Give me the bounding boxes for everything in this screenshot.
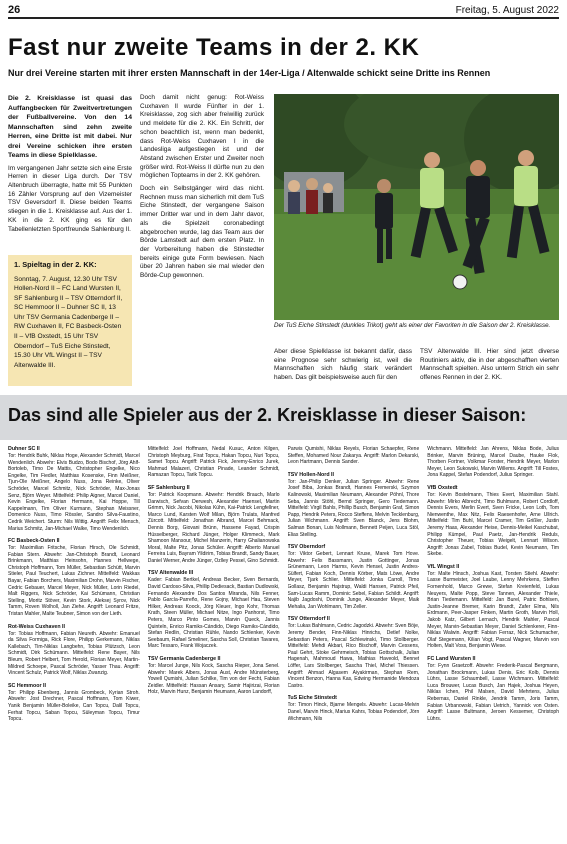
- roster-column-3: [288, 446, 420, 838]
- team-block: [427, 446, 559, 479]
- team-roster: Tor: Timon Hinck, Bjarne Mengels. Abwehr: Lucas-Melvin Danel, Marvin Hinck, Marius Kahrs, Tobias Podendorf, Jörn Wichmann, Nils: [287, 702, 420, 722]
- team-roster: Mittelfeld: Joel Hoffmann, Nedal Kusuc, Anton Kilgen, Christoph Meyburg, Firat Topcu, Hakan Topcu, Nuri Topcu, Samet Topcu. Angriff: Patrick Fick, Jeremy-Enrico Jurek, Mahmud Malazeri, Christian Pinade, Leander Schmidt, Ramazan Topcu, Tarik Topcu.: [147, 446, 280, 479]
- team-roster: Tor: Patrick Koopmann. Abwehr: Hendrik Brauch, Marlo Darwisch, Sefvan Derwesh, Alexander Haensel, Martin Grimm, Nick Jacobi, Nikolas Kühn, Kai-Patrick Lengfellner, Marco Lund, Karsten Wolf Milan, Björn Trulats, Manfred Zürcott. Mittelfeld: Jonathan Albrand, Marcel Behmack, Dennis Borg, Giovani Brünn, Hassene Fayad, Crispin Hüsselberger, Richard Jünger, Holger Klimmeck, Mark Shamoon Mansour, Michel Manzerin, Harry Ghalianowska Moral, Malte Pitz, Jonas Schüler. Angriff: Alberto Manuel Ferreira Luis, Bayram Yildirim, Tobias Brandt, Sandy Bauer, Daniel Werner, Andre Jünger, Ozlley Pessel, Gino Schmidt.: [147, 491, 280, 564]
- match-photo-illustration: [274, 94, 559, 320]
- team-roster: Tor: Kevin Bostelmann, Thies Evert, Maximilian Stahl. Abwehr: Mirko Albrecht, Timo Buhlmann, Robert Cordloff, Dennis Evers, Merlin Evert, Sven Fricke, Leon Loth, Tom Nienwenthe, Max Nitz, Felix Raesenhofer, Arne Ullrich. Mittelfeld: Tim Buhl, Marcel Cramer, Tim Grißler, Justin Jeremy Haas, Alexander Heise, Dennis-Meikel Kaschubat, Philipp Kümpel, Paul Paetz, Jan-Hendrik Reduls, Christopher Theuer, Tobias Weigelt, Lennart Wilson. Angriff: Jonas Zabel, Tobias Budel, Kevin Neumann, Tim Skebe.: [427, 491, 559, 558]
- team-block: [288, 544, 420, 610]
- article-column-2: [140, 94, 264, 390]
- article-lead: Die 2. Kreisklasse ist quasi das Auffangbecken für Zweitvertretungen der Fußballvereine. Von den 14 Mannschaften sind zehn zweite Herren, eine Dritte ist mit dabei. Nur drei Vereine schicken ihre ersten Teams in diese Spielklasse.: [8, 95, 132, 160]
- team-name: FC Land Wursten II: [427, 656, 476, 662]
- page-number: 26: [8, 4, 21, 16]
- issue-date: Freitag, 5. August 2022: [455, 4, 559, 16]
- article-paragraph: Doch ein Selbstgänger wird das nicht. Rechnen muss man sicherlich mit dem TuS Eiche Stinstedt, der vergangene Saison immer Dritter war und in dem Jahr davor, als die Spielzeit coronabedingt abgebrochen wurde, lag das Team aus der Börde Lamstedt auf dem ersten Platz. In der Vorbereitung haben die Stinstedter bereits einige gute Form bewiesen. Nach über 20 Jahren haben sie mal wieder den Börde-Cup gewonnen.: [140, 185, 264, 280]
- team-roster: Tor: Malte Hinsch, Joshua Kast, Torsten Stiehl. Abwehr: Lasse Burmeister, Joel Laube, Lenny Mehrkens, Steffen Fornenhold, Marco Grewe, Stefan Kreienfeld, Lukas Neuyers, Malte Popp, Steve Tannen, Alexander Thiele, Brian Tiedemann. Mittelfeld: Jan Burel, Patric Bohlsen, Justin-Jeanne Bremer, Karin Brandt, Zafer Elma, Nils Erdmann, Peer-Jasper Finken, Martin Groth, Marvin Holl, Jakob Katz, Gilbert Lernach, Hendrik Mahler, Pascal Meyer, Marvin-Sebastian Meyer, Daniel Schlenkerer, Finn-Niklas Walwin. Angriff: Fabian Ferraz, Nick Schumacher, Olaf Stegemann, Kilian Vogt, Pascal Wagner, Marvin von Holten, Malt Voss, Benjamin Wiese.: [427, 570, 559, 650]
- team-name: VfB Oxstedt: [427, 484, 458, 491]
- team-roster: Tor: Philipp Ebenberg, Jannis Grombeck, Kyrian Stroh. Abwehr: Jost Drechner, Pascal Hoffmann, Tom Kiwer, Yanik Benjamin Müller-Boleike, Can Topcu, Dalil Topcu, Ferhat Topcu, Saban Topcu, Süleyman Topcu, Timur Topcu.: [8, 689, 140, 723]
- article-column-1: [8, 94, 132, 265]
- team-block: [288, 616, 420, 689]
- team-name: TSV Oberndorf: [287, 544, 326, 551]
- team-name: Duhner SC II: [8, 446, 40, 452]
- team-block: [8, 446, 140, 532]
- team-roster: Parwis Qumishi, Niklas Reyels, Florian Schaepfer, Rene Steffen, Mohamed Nour Zakarya. Angriff: Marlon Dekarski, Leon Hartmann, Dennis Sander.: [287, 446, 420, 466]
- team-block: [288, 446, 420, 466]
- article-column-3: [274, 348, 412, 387]
- team-block: [148, 446, 280, 479]
- article-column-4: [420, 348, 559, 387]
- team-name: SF Sahlenburg II: [147, 484, 190, 491]
- article-headline: Fast nur zweite Teams in der 2. KK: [8, 34, 420, 61]
- team-roster: Tor: Hendrik Buhk, Niklas Hoge, Alexander Schmidt, Marcel Wendenlich. Abwehr: Elvis Budzo, Bodo Bischof, Jörg Ahlf-Bortoleb, Timo De Mattis, Christopher Engelke, Nico Engelke, Tim Fiedler, Matthias Kosenske, Finn Meißner, Tjun-Ole Meißner, Angelo Nuss, Jona Reinke, Oliver Schröder, Marcel Schmitz, Nick Schröder, Max-Jonas Senz, Björn Weyer. Mittelfeld: Philip Aigner, Marcel Daniel, Kevin Engelke, Florian Hermann, Kai Hoppe, Till Kappelmann, Tim Oliver Kurmann, Stephan Meissner, Domenico Nuss, Timo Rössler, Sandro Silva-Faustino, Cedrik Weichert. Sturm: Nils Wittig. Angriff: Felix Mensch, Marius Schmitz, Jan-Michael Walke, Timo Wendenlich.: [8, 452, 140, 532]
- team-roster: Tor: Viktor Gebert, Lennart Kruse, Marek Tom Hove. Abwehr: Felix Bassmann, Justin Gottinger, Jonas Grünemann, Leon Harms, Kevin Hensel, Justin Andres-Sülfert, Fabian Koch, Dennis Körber, Mats Löwe, Andre Meyer, Tjark Schlier. Mittelfeld: Jonka Carroll, Timo Gollasz, Benjamin Hajstrup, Waldi Hansen, Patrick Pfeil, Sam-Lucas Ramm, Dominic Sebel, Fabian Schildt. Angriff: Najib Jagdoshi, Dominik Junge, Alexander Meyer, Maik Mehalia, Jan Wohlmann, Tim Zeller.: [287, 551, 420, 610]
- roster-column-2: [148, 446, 280, 838]
- team-block: [427, 656, 559, 722]
- infobox-title: 1. Spieltag in der 2. KK:: [14, 260, 97, 269]
- team-name: TSV Germania Cadenberge II: [147, 656, 221, 662]
- team-block: [288, 695, 420, 722]
- team-roster: Wichmann. Mittelfeld: Jan Ahrens, Niklas Bode, Julius Brinker, Marvin Brüning, Marcel Daube, Hauke Flok, Thorben Fortner, Volkmar Forster, Hendrik Meyer, Marlon Meyer, Leon Sukowski, Marvin Willems. Angriff: Till Fostes, Jona Kappel, Stefan Podendorf, Julius Springer.: [427, 446, 559, 479]
- team-roster: Tor: Fynn Graetzoff. Abwehr: Frederik-Pascal Bergmann, Jonathan Brockmann, Lukas Denis, Eric Kolb, Dennis Lührs, Lasse Schaumbell, Lasse Wichmann. Mittelfeld: Luca Brouwer, Lucas Busch, Jan Hajek, Joshua Heyen, Niklas Ichen, Phil Malsen, David Mehrtens, Julius Rebernas, Daniel Rinkle, Jendrik Tamm, Joris Tamm, Fabian Urbanowski, Fabian Uetrich, Yannick von Osten. Angriff: Lasse Bultmann, Jeroen Kessemer, Christoph Lührs.: [427, 662, 559, 722]
- team-block: [148, 570, 280, 650]
- article-paragraph: Aber diese Spielklasse ist bekannt dafür, dass eine Prognose sehr schwierig ist, weil die Mannschaften sich häufig stark verändert haben. Das gilt beispielsweise auch für den: [274, 348, 412, 382]
- roster-section-title: Das sind alle Spieler aus der 2. Kreisklasse in dieser Saison:: [8, 405, 527, 425]
- team-roster: Kader: Fabian Bertkel, Andreas Becker, Sven Bernards, David Cardoso-Silva, Phillip Dediesack, Bastian Dudlowski, Fernando Alexandre Dos Santos Miranda, Nils Fenner, Pablo García-Parreño, Rene Gojny, Michael Hau, Steven Hilker, Andreas Koock, Jörg Kleuer, Ingo Kohr, Thomas Krath, Steen Müller, Michael Nitze, Ingo Panhorst, Timo Peters, Marco Pinto Gomes, Marvin Queck, Jannis Quinteln, Enrico Ramiks-Cándido, Diego Ramiks-Cándido, Stefan Redlin, Christian Rühle, Nando Schlenker, Kevin Seebaum, Rafael Smeliner, Sascha Soll, Christian Tavares, Marc Tessaro, Frank Wojaczek.: [147, 577, 280, 650]
- team-name: TSV Otterndorf II: [287, 616, 330, 623]
- article-paragraph: TSV Altenwalde III. Hier sind jetzt diverse Routiniers aktiv, die in der abgeschafften vierten Mannschaft spielten. Also unterm Strich ein sehr offenes Rennen in der 2. KK.: [420, 348, 559, 382]
- article-paragraph: Doch damit nicht genug: Rot-Weiss Cuxhaven II wurde Fünfter in der 1. Kreisklasse, zog sich aber freiwillig zurück und meldete für die 2. KK. Ein Schritt, der schon beachtlich ist, wenn man bedenkt, dass Rot-Weiss Cuxhaven I in die Landesliga aufgestiegen ist und der Abstand zwischen Erster und Zweiter noch größer wird. Rot-Weiss II dürfte nun zu den möglichen Topteams in der 2. KK gehören.: [140, 94, 264, 180]
- article-subline: Nur drei Vereine starten mit ihrer ersten Mannschaft in der 14er-Liga / Altenwalde schickt seine Dritte ins Rennen: [8, 68, 491, 78]
- team-name: TSV Altenwalde III: [147, 570, 194, 577]
- infobox-fixtures: Sonntag, 7. August, 12.30 Uhr TSV Hollen-Nord II – FC Land Wursten II, SF Sahlenburg II – TSV Otterndorf II, SC Hemmoor II – Duhner SC II, 13 Uhr TSV Germania Cadenberge II – RW Cuxhaven II, FC Basbeck-Osten II – VfB Oxstedt, 15 Uhr TSV Oberndorf – TuS Eiche Stinstedt, 15.30 Uhr VfL Wingst II – TSV Altenwalde III.: [14, 275, 123, 369]
- team-roster: Tor: Maximilian Fritsche, Florian Hirsch, Ole Schmidt, Fabian Stern. Abwehr: Jan-Christoph Brandt, Leonard Brinkmann, Matthias Heinsohn, Hannes Hellwege, Christoph Hoffmann, Tom Müller, Sebastian Schütt, Marvin Stieler, Paul Teuchert, Lukas Zichner. Mittelfeld: Wakkas Bayar, Fabian Borchers, Maximilian Drohn, Marvin Fischer, Cedric Gebauer, Marcel Meyer, Nick Müller, Lorin Riedel, Malt Riggers, Nick Schröder, Kai Schümann, Christian Stelling, Moritz Stöver, Kevin Stork, Aleksej Syrov, Nick Tamm, Roven Wolholl, Jan Ziehe. Angriff: Leonard Fritze, Tristan Mahler, Malte Teubner, Simon von der Lieth.: [8, 545, 140, 618]
- team-roster: Tor: Jan-Philip Denker, Julian Springer. Abwehr: Rene Josef Biba, Jonkas Brandt, Hannes Fremerski, Szymon Kalinowski, Maximilian Neumann, Alexander Pöhnl, Thore Seba, Jannis Stöhl, Bernd Springer, Gero Tiedemann. Mittelfeld: Virgil Bahls, Phillip Busch, Benjamin Graf, Simon Papp, Hendrik Peters, Rocco Steffens, Melvin Tecklenburg, Julian Wichmann. Angriff: Sven Blanck, Jens Blohm, Salman Bonan, Luis Nollmann, Bennett Peijen, Luca Stöl, Elias Stelling.: [287, 478, 420, 538]
- team-name: VfL Wingst II: [427, 563, 460, 570]
- team-name: TuS Eiche Stinstedt: [287, 695, 337, 702]
- team-roster: Tor: Lukas Bahlmann, Cedric Jagodzki. Abwehr: Sven Böje, Jeremy Bender, Finn-Niklas Hinrichs, Detlef Nolke, Sebastian Peters, Pascal Schlewinski, Timo Stollberger. Mittelfeld: Mehdi Akbari, Rico Bischoff, Marvin Cessens, Paul Gehrt, Stoke Gehrmeisch, Tobias Gottschalk, Julian Hagenah, Mahmoud Hawa, Mathias Haveold, Bennet Löffer, Lars Stollberger, Sascha Thiel, Michel Thiessen. Angriff: Ahmad Algasem Aiyakirman, Stephan Rem, Vincent Benzon, Hanna Kas, Edwing Hermanide Mendoza Castro.: [287, 623, 420, 689]
- match-photo: [274, 94, 559, 320]
- page-header: [8, 3, 559, 19]
- team-block: [8, 538, 140, 618]
- matchday-infobox: [8, 255, 132, 386]
- team-name: Rot-Weiss Cuxhaven II: [8, 623, 66, 630]
- team-block: [8, 683, 140, 723]
- team-name: TSV Hollen-Nord II: [287, 471, 334, 478]
- roster-column-4: [427, 446, 559, 838]
- team-block: [148, 485, 280, 565]
- team-block: [427, 485, 559, 558]
- team-roster: Tor: Marcel Junge, Nils Kock, Sascha Rieper, Jona Senel. Abwehr: Marek Albers, Jonas Aust, Andre Münsterberg, Yowell Qumishi, Julian Schilke, Tim von der Fecht, Fabian Zeidler. Mittelfeld: Hassan Ansary, Samir Hajirizai, Florian Holz, Marvin Hunz, Benjamin Heumann, Aaron Landorff,: [147, 662, 280, 696]
- team-block: [8, 624, 140, 677]
- photo-caption: Der TuS Eiche Stinstedt (dunkles Trikot) geht als einer der Favoriten in die Saison der 2. Kreisklasse.: [274, 322, 551, 329]
- roster-columns: [8, 446, 559, 838]
- team-roster: Tor: Tobias Hoffmann, Fabian Neureth. Abwehr: Emanuel da Silva Formiga, Rick Flore, Philipp Gerkemann, Niklas Kallebach, Tim-Niklas Langbehn, Tobias Plützsch, Leon Schmidt, Dirk Schümann. Mittelfeld: Rene Bayer, Nils Bleum, Robert Helbert, Tom Herold, Florian Meyer, Martin-Mildred Schoepe, Pascal Schröder, Yasser Thau. Angriff: Vincent Schulz, Patrick Wolf, Niklas Zwanzig.: [8, 630, 140, 677]
- team-name: FC Basbeck-Osten II: [8, 538, 60, 545]
- team-block: [148, 656, 280, 696]
- team-block: [288, 472, 420, 538]
- article-paragraph: Im vergangenen Jahr setzte sich eine Erste Herren in dieser Liga durch. Der TSV Altenbruch überragte, hatte mit 55 Punkten 16 Zähler Vorsprung auf den Vizemeister TSV Geversdorf II. Diese beiden Teams stiegen in die 1. Kreisklasse auf. Aus der 1. KK in die 2. KK ging es für den Tabellenletzten Sportfreunde Sahlenburg II.: [8, 164, 132, 233]
- team-name: SC Hemmoor II: [8, 682, 46, 689]
- team-block: [427, 564, 559, 650]
- roster-column-1: [8, 446, 140, 838]
